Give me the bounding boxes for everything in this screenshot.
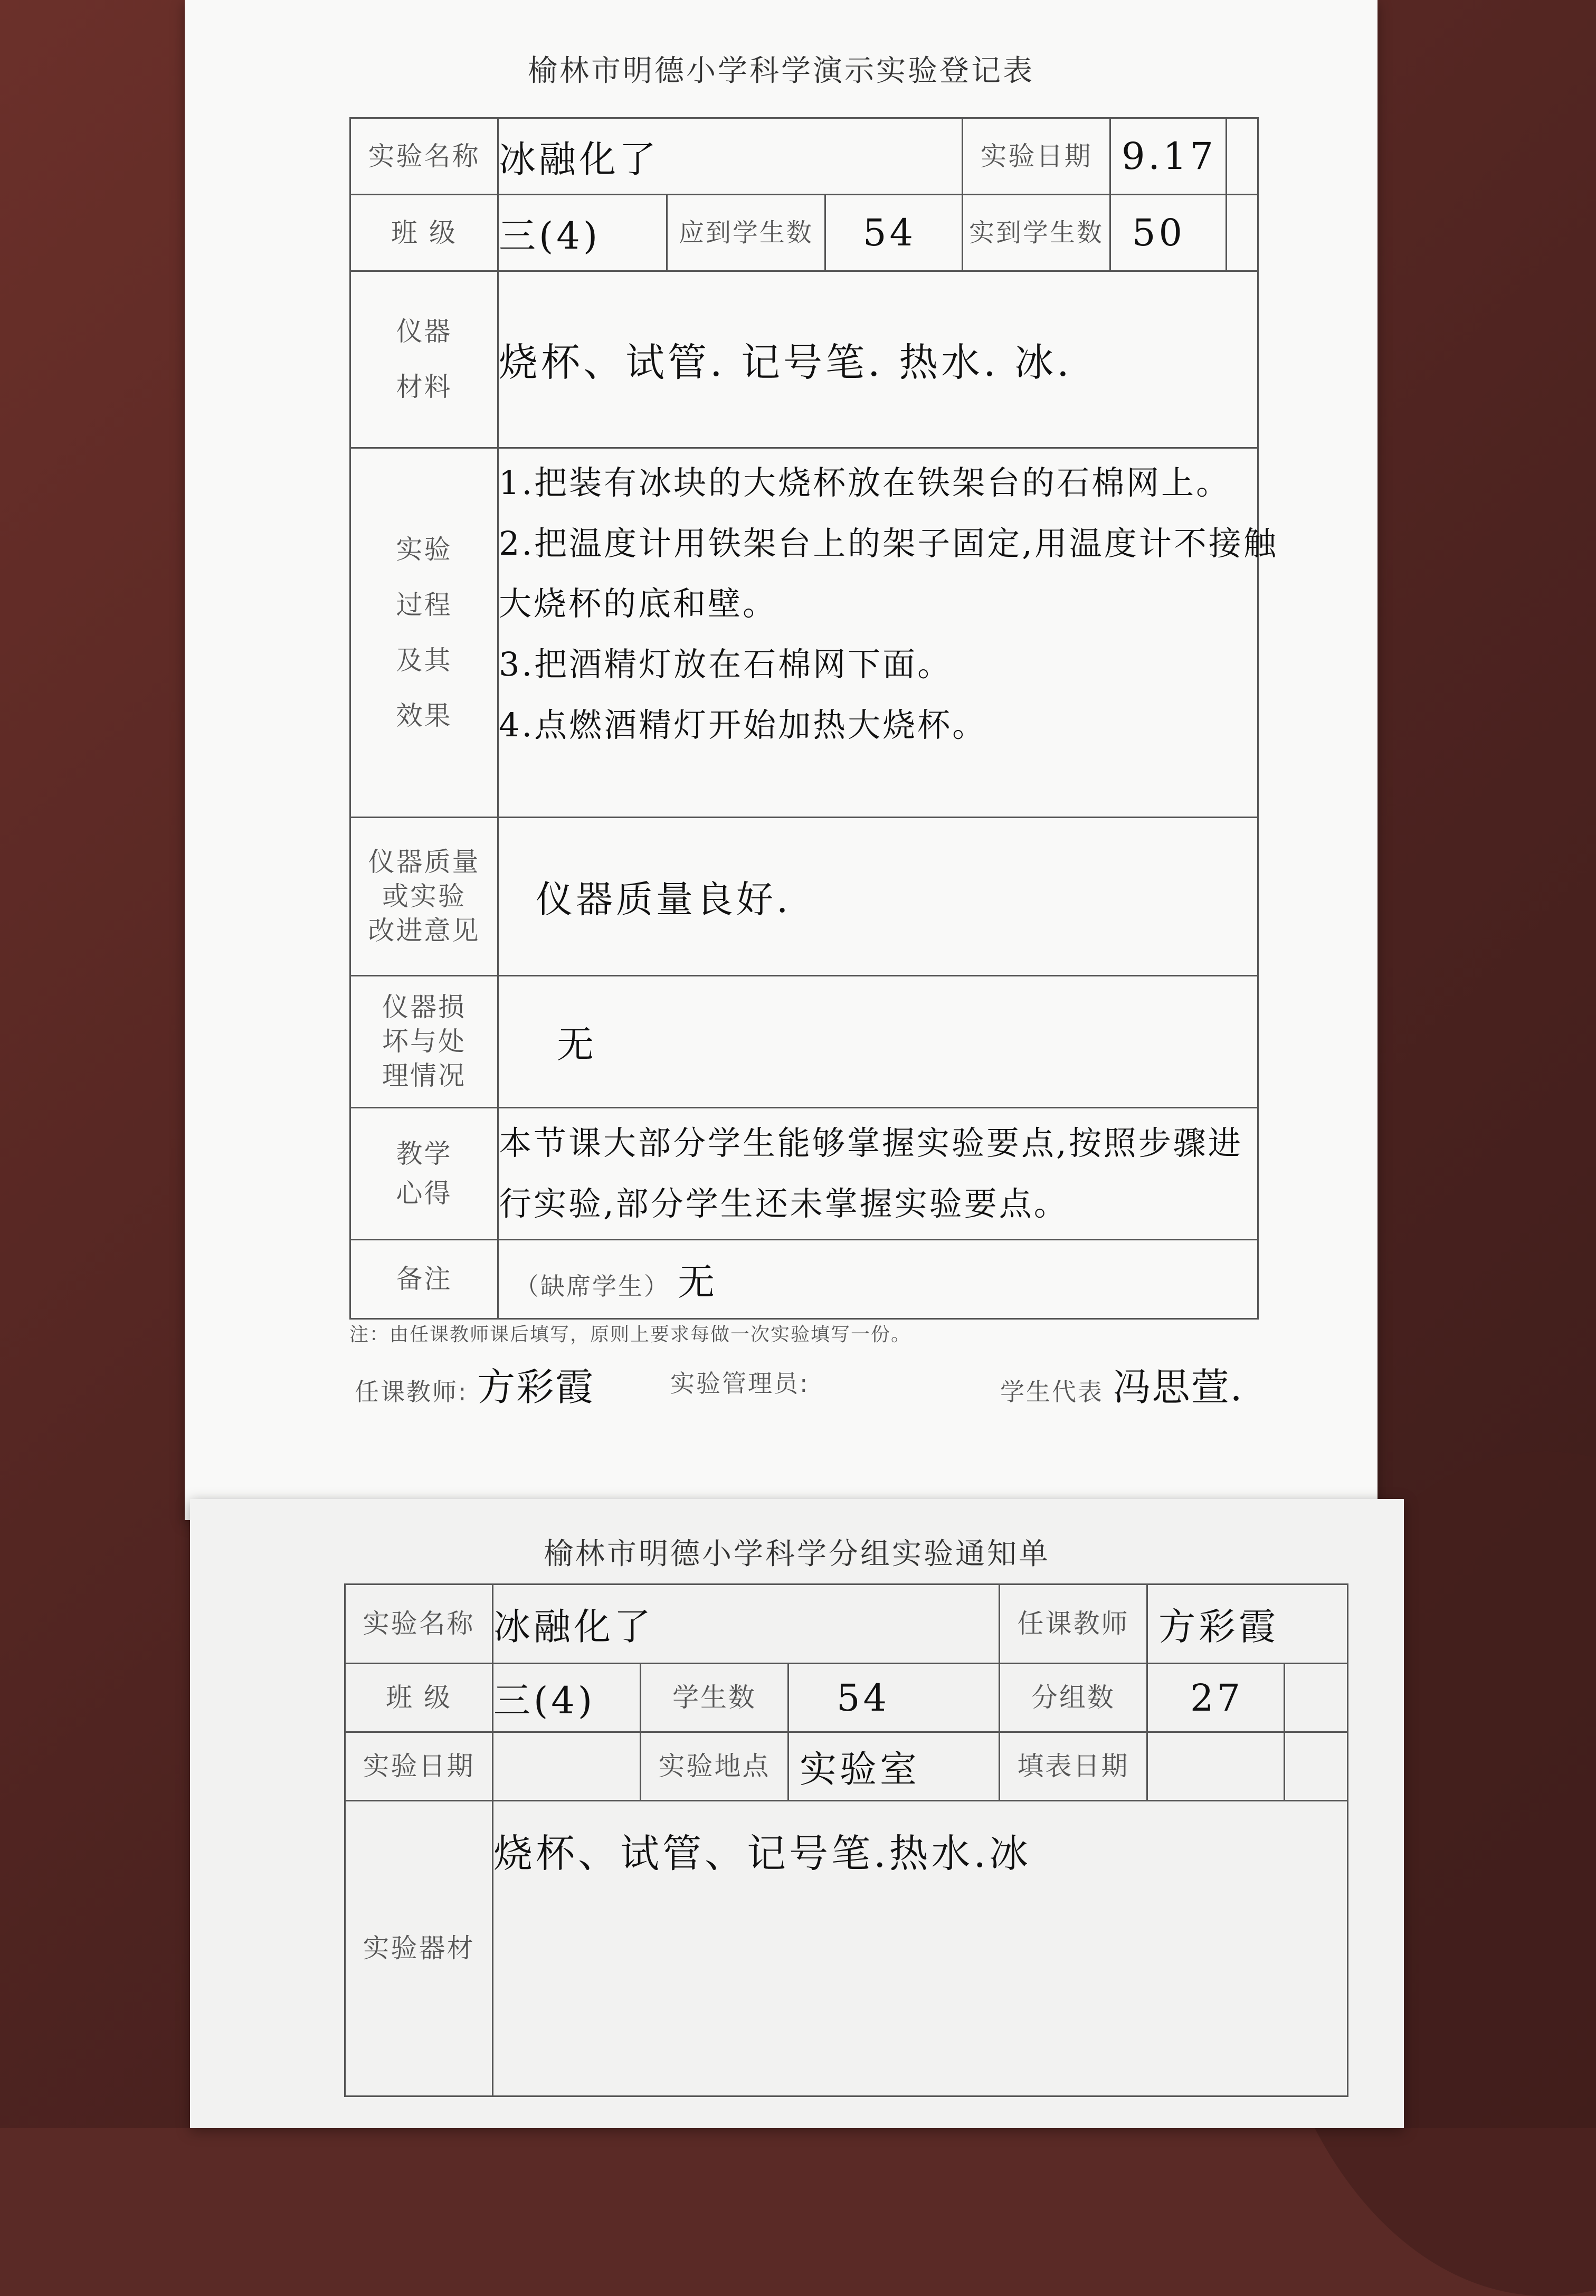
label-quality-line2: 或实验: [382, 881, 466, 912]
row-equipment: [350, 271, 1258, 448]
student-rep-signature: 冯思萱.: [1113, 1365, 1243, 1409]
value-absent-students: 无: [678, 1260, 718, 1304]
label-remarks: 备注: [350, 1240, 498, 1319]
label-quality-line1: 仪器质量: [368, 847, 480, 877]
row-process: [350, 448, 1258, 818]
label-teaching-line2: 心得: [396, 1178, 452, 1209]
notice-value-experiment-name: 冰融化了: [493, 1585, 1000, 1664]
label-damage-line3: 理情况: [382, 1060, 466, 1091]
notice-row-date: [345, 1732, 1348, 1801]
empty-cell: [1285, 1732, 1348, 1801]
admin-signature-row: [670, 1364, 810, 1399]
process-step: 2.把温度计用铁架台上的架子固定,用温度计不接触: [499, 524, 1278, 563]
notice-label-fill-date: 填表日期: [1000, 1732, 1147, 1801]
row-damage: [350, 976, 1258, 1108]
value-actual-students: 50: [1110, 195, 1227, 271]
label-process-line2: 过程: [396, 589, 452, 620]
row-remarks: [350, 1240, 1258, 1319]
notice-label-experiment-date: 实验日期: [345, 1732, 493, 1801]
label-experiment-date: 实验日期: [963, 118, 1110, 195]
process-step: 1.把装有冰块的大烧杯放在铁架台的石棉网上。: [499, 463, 1231, 502]
student-rep-signature-row: [1000, 1356, 1243, 1411]
value-remarks: [498, 1240, 1258, 1319]
row-class: [350, 195, 1258, 271]
notice-value-class: 三(4): [493, 1664, 641, 1732]
value-process: [498, 448, 1278, 818]
notice-row-class: [345, 1664, 1348, 1732]
notice-label-location: 实验地点: [641, 1732, 788, 1801]
teaching-line: 本节课大部分学生能够掌握实验要点,按照步骤进: [499, 1123, 1243, 1162]
notice-form-table: [344, 1583, 1348, 2097]
empty-cell: [1227, 195, 1258, 271]
value-experiment-name: 冰融化了: [498, 118, 963, 195]
row-teaching: [350, 1108, 1258, 1240]
notice-value-equipment: 烧杯、试管、记号笔.热水.冰: [493, 1801, 1348, 2096]
value-teaching: [498, 1108, 1258, 1240]
teaching-line: 行实验,部分学生还未掌握实验要点。: [499, 1184, 1069, 1223]
student-rep-label: 学生代表: [1000, 1378, 1104, 1406]
label-damage: [350, 976, 498, 1108]
label-actual-students: 实到学生数: [963, 195, 1110, 271]
label-class: 班 级: [350, 195, 498, 271]
notice-form-sheet: [190, 1499, 1404, 2128]
notice-value-experiment-date: [493, 1732, 641, 1801]
label-damage-line2: 坏与处: [382, 1026, 466, 1057]
teacher-signature: 方彩霞: [477, 1365, 595, 1409]
label-equipment: [350, 271, 498, 448]
notice-row-name: [345, 1585, 1348, 1664]
value-experiment-date: 9.17: [1110, 118, 1227, 195]
label-teaching: [350, 1108, 498, 1240]
notice-label-equipment: 实验器材: [345, 1801, 493, 2096]
label-experiment-name: 实验名称: [350, 118, 498, 195]
notice-value-group-count: 27: [1147, 1664, 1285, 1732]
label-process-line3: 及其: [396, 644, 452, 676]
label-quality: [350, 818, 498, 976]
notice-form-title: 榆林市明德小学科学分组实验通知单: [544, 1537, 1050, 1571]
empty-cell: [1285, 1664, 1348, 1732]
notice-row-equipment: [345, 1801, 1348, 2096]
label-teaching-line1: 教学: [396, 1138, 452, 1169]
notice-label-experiment-name: 实验名称: [345, 1585, 493, 1664]
value-quality: 仪器质量良好.: [498, 818, 1258, 976]
value-expected-students: 54: [825, 195, 963, 271]
teacher-label: 任课教师:: [355, 1378, 468, 1406]
notice-label-teacher: 任课教师: [1000, 1585, 1147, 1664]
notice-value-teacher: 方彩霞: [1147, 1585, 1348, 1664]
label-process-line1: 实验: [396, 534, 452, 565]
label-expected-students: 应到学生数: [667, 195, 825, 271]
row-quality: [350, 818, 1258, 976]
admin-label: 实验管理员:: [670, 1369, 810, 1398]
notice-value-student-count: 54: [788, 1664, 1000, 1732]
process-step: 4.点燃酒精灯开始加热大烧杯。: [499, 705, 987, 744]
row-experiment-name: [350, 118, 1258, 195]
notice-label-class: 班 级: [345, 1664, 493, 1732]
record-form-sheet: [185, 0, 1378, 1520]
label-equipment-line2: 材料: [396, 372, 452, 402]
value-class: 三(4): [498, 195, 667, 271]
record-form-note: 注：由任课教师课后填写，原则上要求每做一次实验填写一份。: [349, 1324, 911, 1345]
value-equipment: 烧杯、试管. 记号笔. 热水. 冰.: [498, 271, 1258, 448]
empty-cell: [1227, 118, 1258, 195]
label-quality-line3: 改进意见: [368, 915, 480, 946]
record-form-table: [349, 117, 1278, 1320]
label-process-line4: 效果: [396, 700, 452, 731]
notice-label-group-count: 分组数: [1000, 1664, 1147, 1732]
teacher-signature-row: [355, 1356, 594, 1411]
notice-value-location: 实验室: [788, 1732, 1000, 1801]
value-damage: 无: [498, 976, 1258, 1108]
label-damage-line1: 仪器损: [382, 992, 466, 1022]
label-process: [350, 448, 498, 818]
notice-value-fill-date: [1147, 1732, 1285, 1801]
notice-label-student-count: 学生数: [641, 1664, 788, 1732]
record-form-title: 榆林市明德小学科学演示实验登记表: [528, 54, 1034, 88]
process-step: 大烧杯的底和壁。: [499, 584, 778, 623]
process-step: 3.把酒精灯放在石棉网下面。: [499, 645, 953, 684]
label-equipment-line1: 仪器: [396, 316, 452, 347]
label-absent-students: （缺席学生）: [515, 1272, 670, 1301]
